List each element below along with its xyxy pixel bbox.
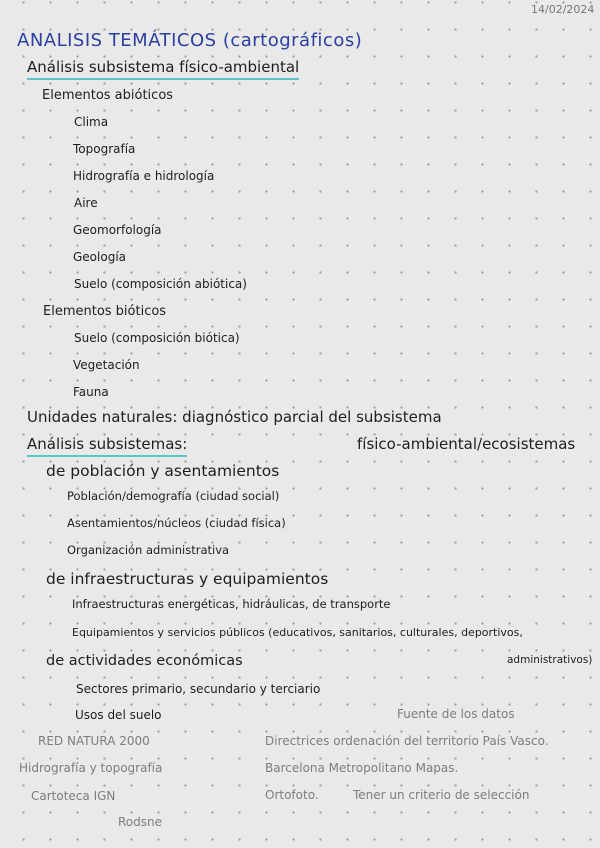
- list-item: Aire: [74, 196, 98, 210]
- fuente-left: Cartoteca IGN: [31, 789, 116, 803]
- page-date: 14/02/2024: [531, 3, 595, 16]
- list-item: Fauna: [73, 385, 109, 399]
- list-item: Vegetación: [73, 358, 140, 372]
- fuentes-heading: Fuente de los datos: [397, 707, 515, 721]
- list-item: Usos del suelo: [75, 708, 162, 722]
- list-item: Sectores primario, secundario y terciario: [76, 682, 321, 696]
- list-item: Hidrografía e hidrología: [73, 169, 215, 183]
- list-item: Geomorfología: [73, 223, 162, 237]
- list-item: Equipamientos y servicios públicos (educativos, sanitarios, culturales, deportivos,: [72, 626, 523, 639]
- unidades-naturales: Unidades naturales: diagnóstico parcial del subsistema: [27, 408, 442, 426]
- list-item: Suelo (composición biótica): [74, 331, 240, 345]
- label-elementos-bioticos: Elementos bióticos: [43, 304, 167, 319]
- label-infraestructuras: de infraestructuras y equipamientos: [46, 570, 329, 588]
- list-item: Geología: [73, 250, 127, 264]
- heading-subsistema-fisico: Análisis subsistema físico-ambiental: [27, 60, 299, 80]
- fuente-left: Rodsne: [118, 815, 162, 829]
- list-item: Suelo (composición abiótica): [74, 277, 247, 291]
- heading-subsistemas: Análisis subsistemas:: [27, 437, 187, 457]
- fuente-right: Barcelona Metropolitano Mapas.: [265, 761, 459, 775]
- side-note-ecosistemas: físico-ambiental/ecosistemas: [357, 435, 576, 453]
- fuente-right: Directrices ordenación del territorio País Vasco.: [265, 734, 549, 748]
- list-item: Topografía: [73, 142, 136, 156]
- list-item: Organización administrativa: [67, 543, 230, 557]
- fuente-left: Hidrografía y topografía: [19, 761, 163, 775]
- criterio-note: Tener un criterio de selección: [353, 788, 530, 802]
- fuente-left: RED NATURA 2000: [38, 734, 150, 748]
- label-elementos-abioticos: Elementos abióticos: [42, 88, 174, 103]
- list-item: Clima: [74, 115, 109, 129]
- page-title: ANALISIS TEMÁTICOS (cartográficos): [17, 30, 363, 51]
- label-actividades: de actividades económicas: [46, 653, 243, 669]
- label-poblacion: de población y asentamientos: [46, 462, 280, 480]
- list-item: Población/demografía (ciudad social): [67, 489, 280, 503]
- list-item: Asentamientos/núcleos (ciudad física): [67, 516, 286, 530]
- list-item-continuation: administrativos): [507, 654, 593, 666]
- fuente-right: Ortofoto.: [265, 788, 319, 802]
- list-item: Infraestructuras energéticas, hidráulicas, de transporte: [72, 597, 391, 611]
